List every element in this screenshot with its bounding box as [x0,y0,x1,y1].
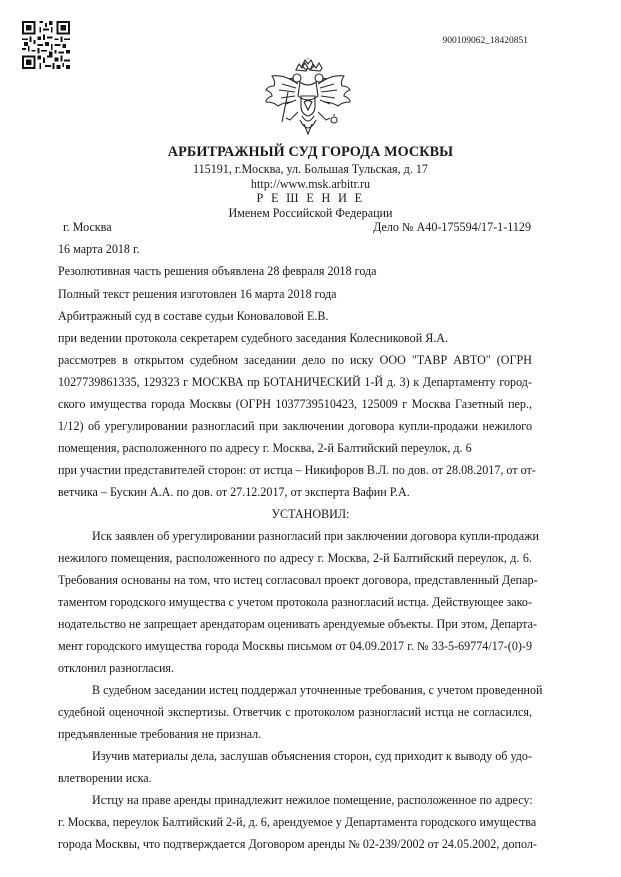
paragraph-line: нежилого помещения, расположенного по адресу г. Москва, 2-й Балтийский переулок, д. 6. [58,551,532,565]
paragraph-line: судебной оценочной экспертизы. Ответчик с протоколом разногласий истца не согласился, [58,705,532,719]
paragraph-line: предъявленные требования не признал. [58,727,262,741]
decision-date: 16 марта 2018 г. [58,242,140,256]
judge-line: Арбитражный суд в составе судьи Коноваловой Е.В. [58,309,329,323]
considering-line: ского имущества города Москвы (ОГРН 1037739510423, 125009 г Москва Газетный пер., [58,397,532,411]
paragraph-line: г. Москва, переулок Балтийский 2-й, д. 6, арендуемое у Департамента городского имущества [58,815,537,829]
paragraph-line: В судебном заседании истец поддержал уточненные требования, с учетом проведенной [92,683,543,697]
considering-line: помещения, расположенного по адресу г. Москва, 2-й Балтийский переулок, д. 6 [58,441,472,455]
paragraph-line: таментом городского имущества с учетом протокола разногласий истца. Действующее зако- [58,595,532,609]
paragraph-line: города Москвы, что подтверждается Договором аренды № 02-239/2002 от 24.05.2002, допол- [58,837,537,851]
case-number: Дело № А40-175594/17-1-1129 [373,220,531,234]
court-address: 115191, г.Москва, ул. Большая Тульская, д. 17 [193,162,428,176]
considering-line: 1027739861335, 129323 г МОСКВА пр БОТАНИЧЕСКИЙ 1-Й д. 3) к Департаменту город- [58,375,532,389]
paragraph-line: Иск заявлен об урегулировании разногласий при заключении договора купли-продажи [92,529,539,543]
considering-line: рассмотрев в открытом судебном заседании дело по иску ООО "ТАВР АВТО" (ОГРН [58,353,532,367]
full-text-line: Полный текст решения изготовлен 16 марта 2018 года [58,287,337,301]
paragraph-line: Требования основаны на том, что истец согласовал проект договора, представленный Депар- [58,573,538,587]
participants-line: при участии представителей сторон: от истца – Никифоров В.Л. по дов. от 28.08.2017, от от- [58,463,536,477]
secretary-line: при ведении протокола секретарем судебного заседания Колесниковой Я.А. [58,331,449,345]
resolution-announced-line: Резолютивная часть решения объявлена 28 февраля 2018 года [58,264,377,278]
in-name-of: Именем Российской Федерации [228,206,393,220]
document-id: 900109062_18420851 [442,36,528,46]
paragraph-line: мент городского имущества города Москвы письмом от 04.09.2017 г. № 33-5-69774/17-(0)-9 [58,639,532,653]
paragraph-line: Истцу на праве аренды принадлежит нежилое помещение, расположенное по адресу: [92,793,533,807]
established-heading: УСТАНОВИЛ: [271,507,350,521]
state-emblem-icon [260,58,356,150]
court-website: http://www.msk.arbitr.ru [250,177,371,191]
paragraph-line: Изучив материалы дела, заслушав объяснения сторон, суд приходит к выводу об удо- [92,749,532,763]
paragraph-line: отклонил разногласия. [58,661,175,675]
court-name: АРБИТРАЖНЫЙ СУД ГОРОДА МОСКВЫ [167,144,454,160]
document-type: Р Е Ш Е Н И Е [256,191,365,205]
city: г. Москва [63,220,112,234]
participants-line: ветчика – Бускин А.А. по дов. от 27.12.2017, от эксперта Вафин Р.А. [58,485,410,499]
paragraph-line: нодательство не запрещает арендаторам оценивать арендуемые объекты. При этом, Департа- [58,617,537,631]
paragraph-line: влетворении иска. [58,771,152,785]
qr-code-icon [22,21,70,69]
considering-line: 1/12) об урегулировании разногласий при заключении договора купли-продажи нежилого [58,419,532,433]
